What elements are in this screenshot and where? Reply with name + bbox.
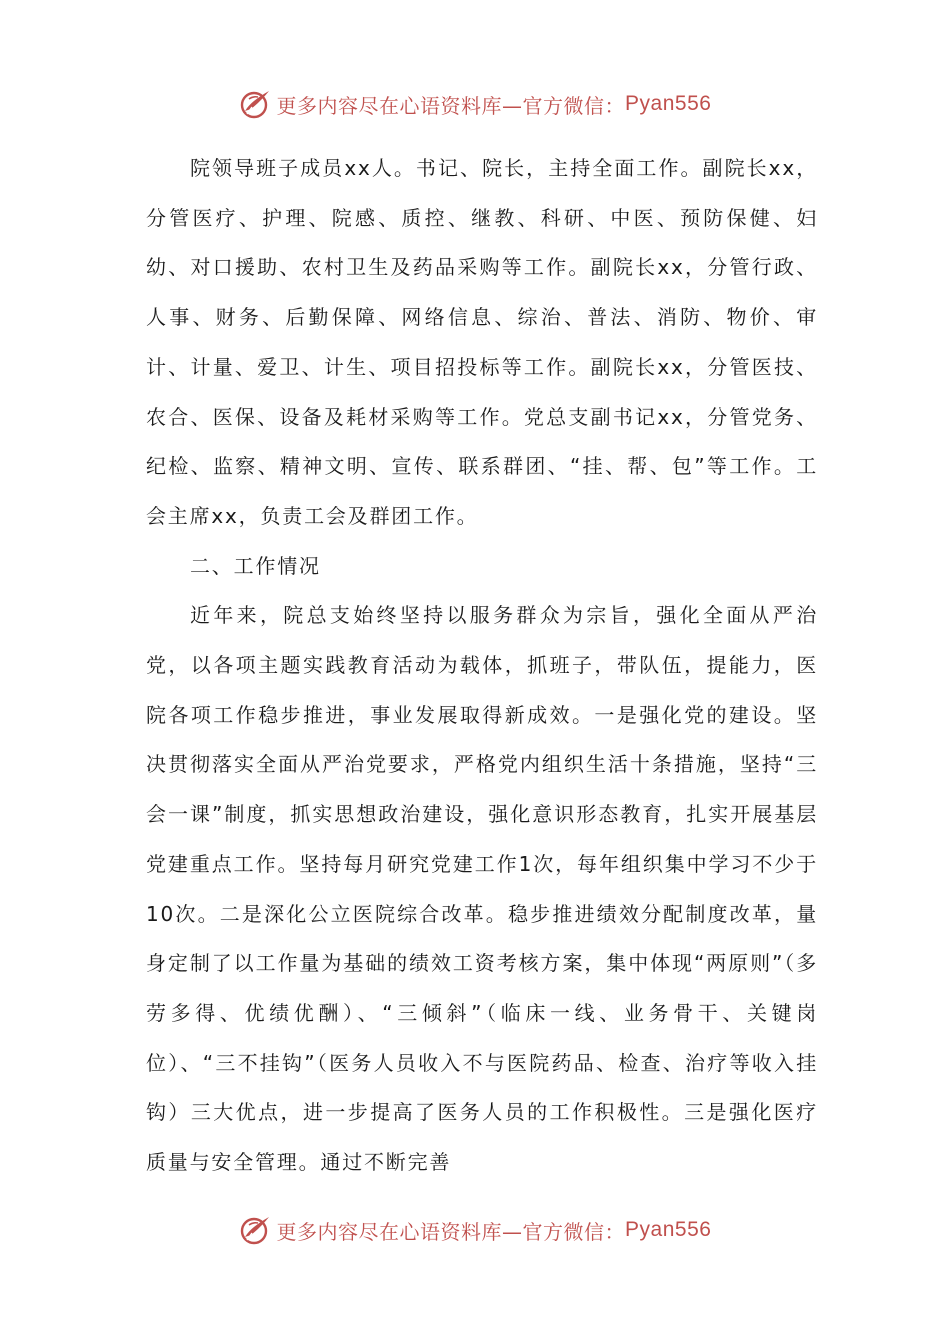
document-body	[146, 144, 818, 1188]
watermark-handle: Pyan556	[625, 1218, 712, 1241]
quill-pen-seal-icon	[239, 87, 273, 121]
section-heading-work-status: 二、工作情况	[190, 553, 321, 578]
watermark-handle: Pyan556	[625, 92, 712, 115]
paragraph-leadership: 院领导班子成员xx人。书记、院长，主持全面工作。副院长xx，分管医疗、护理、院感、质控、继教、科研、中医、预防保健、妇幼、对口援助、农村卫生及药品采购等工作。副院长xx，分管行政、人事、财务、后勤保障、网络信息、综治、普法、消防、物价、审计、计量、爱卫、计生、项目招投标等工作。副院长xx，分管医技、农合、医保、设备及耗材采购等工作。党总支副书记xx，分管党务、纪检、监察、精神文明、宣传、联系群团、“挂、帮、包”等工作。工会主席xx，负责工会及群团工作。	[146, 156, 818, 528]
quill-pen-seal-icon	[239, 1213, 273, 1247]
watermark-text: 更多内容尽在心语资料库—官方微信：	[276, 93, 626, 118]
watermark-text: 更多内容尽在心语资料库—官方微信：	[276, 1219, 626, 1244]
paragraph-work-status: 近年来，院总支始终坚持以服务群众为宗旨，强化全面从严治党，以各项主题实践教育活动为载体，抓班子，带队伍，提能力，医院各项工作稳步推进，事业发展取得新成效。一是强化党的建设。坚决贯彻落实全面从严治党要求，严格党内组织生活十条措施，坚持“三会一课”制度，抓实思想政治建设，强化意识形态教育，扎实开展基层党建重点工作。坚持每月研究党建工作1次，每年组织集中学习不少于10次。二是深化公立医院综合改革。稳步推进绩效分配制度改革，量身定制了以工作量为基础的绩效工资考核方案，集中体现“两原则”（多劳多得、优绩优酬）、“三倾斜”（临床一线、业务骨干、关键岗位）、“三不挂钩”（医务人员收入不与医院药品、检查、治疗等收入挂钩）三大优点，进一步提高了医务人员的工作积极性。三是强化医疗质量与安全管理。通过不断完善	[146, 603, 818, 1175]
watermark-header	[0, 84, 950, 124]
watermark-footer	[0, 1210, 950, 1250]
